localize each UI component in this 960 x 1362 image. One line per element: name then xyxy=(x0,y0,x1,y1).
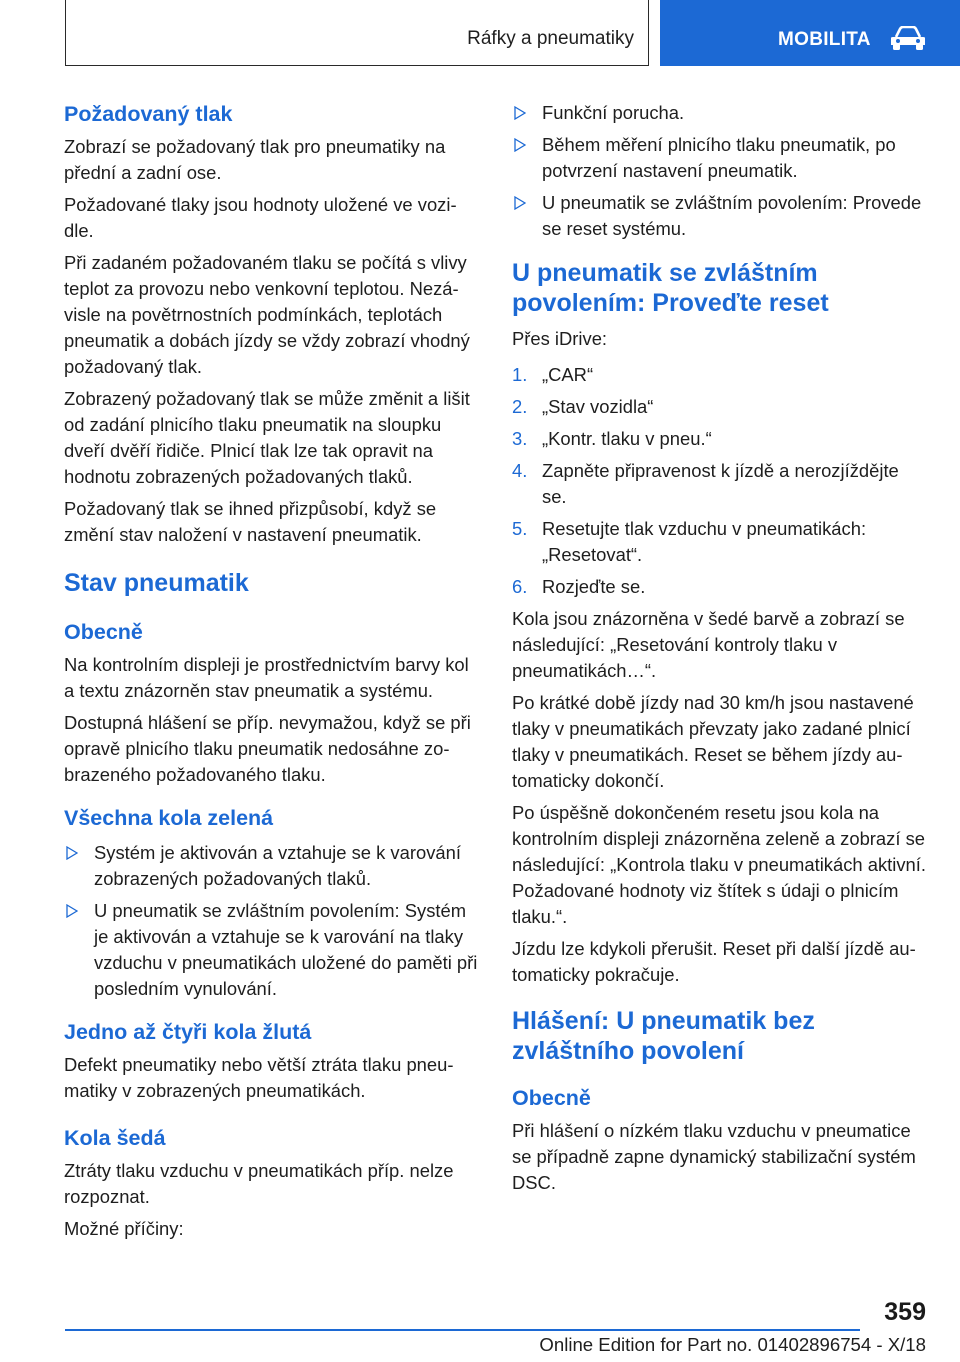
bullet-list-zelena xyxy=(64,840,480,1002)
footer-divider xyxy=(65,1329,860,1331)
list-item: 3. „Kontr. tlaku v pneu.“ xyxy=(512,428,712,449)
page-number: 359 xyxy=(884,1298,926,1326)
paragraph: Při zadaném požadovaném tlaku se počítá s vlivy teplot za provozu nebo venkovní teplotou. Nezávisle na povětrnostních podmínkách, teplotách pneumatik a dobách jízdy se vždy zobrazí vhodný požadovaný tlak. xyxy=(64,252,470,377)
list-item: Systém je aktivován a vztahuje se k varování zobrazených požadovaných tlaků. xyxy=(64,840,480,892)
triangle-bullet-icon xyxy=(66,846,78,860)
heading-kola-seda: Kola šedá xyxy=(64,1126,166,1150)
paragraph: Po úspěšně dokončeném resetu jsou kola na kontrolním displeji znázorněna zeleně a zobrazí se následující: „Kontrola tlaku v pneumatikách aktivní. Požadované hodnoty viz štítek s údaji o plnicím tlaku.“. xyxy=(512,802,927,927)
paragraph: Zobrazený požadovaný tlak se může změnit a lišit od zadání plnicího tlaku pneumatik na sloupku dveří dvěří řidiče. Plnicí tlak lze tak opravit na hodnotu zobrazených požadovaných tlaků. xyxy=(64,388,470,487)
heading-reset: U pneumatik se zvláštním povolením: Proveďte reset xyxy=(512,259,829,317)
list-item: Funkční porucha. xyxy=(512,100,928,126)
paragraph: Dostupná hlášení se příp. nevymažou, když se při opravě plnicího tlaku pneumatik nedosáhne zobrazeného požadovaného tlaku. xyxy=(64,712,471,785)
list-item: 4. Zapněte připravenost k jízdě a nerozjíždějte se. xyxy=(512,460,899,507)
heading-obecne: Obecně xyxy=(64,620,143,644)
heading-obecne: Obecně xyxy=(512,1086,591,1110)
list-item: 6. Rozjeďte se. xyxy=(512,576,646,597)
heading-zluta: Jedno až čtyři kola žlutá xyxy=(64,1020,312,1044)
list-item: 1. „CAR“ xyxy=(512,364,594,385)
paragraph: Kola jsou znázorněna v šedé barvě a zobrazí se následující: „Resetování kontroly tlaku v pneumatikách…“. xyxy=(512,608,905,681)
list-item: U pneumatik se zvláštním povolením: Provede se reset systému. xyxy=(512,190,928,242)
bullet-list-causes xyxy=(512,100,928,242)
list-item: 2. „Stav vozidla“ xyxy=(512,396,654,417)
heading-hlaseni: Hlášení: U pneumatik bez zvláštního povolení xyxy=(512,1007,815,1065)
footer-edition: Online Edition for Part no. 01402896754 - X/18 xyxy=(539,1334,926,1355)
list-item: Během měření plnicího tlaku pneumatik, po potvrzení nastavení pneumatik. xyxy=(512,132,928,184)
heading-vsechna-kola-zelena: Všechna kola zelená xyxy=(64,806,274,830)
list-item: U pneumatik se zvláštním povolením: Systém je aktivován a vztahuje se k varování na tlaky vzduchu v pneumatikách uložené do paměti při posledním vynulování. xyxy=(64,898,480,1002)
paragraph: Po krátké době jízdy nad 30 km/h jsou nastavené tlaky v pneumatikách převzaty jako zadané plnicí tlaky v pneumatikách. Reset se během jízdy automaticky dokončí. xyxy=(512,692,914,791)
numbered-steps xyxy=(512,362,928,600)
header-section-box xyxy=(65,0,649,66)
heading-stav-pneumatik: Stav pneumatik xyxy=(64,569,249,597)
paragraph: Při hlášení o nízkém tlaku vzduchu v pneumatice se případně zapne dynamický stabilizační systém DSC. xyxy=(512,1120,916,1193)
triangle-bullet-icon xyxy=(514,196,526,210)
triangle-bullet-icon xyxy=(514,138,526,152)
right-column xyxy=(512,100,928,1202)
triangle-bullet-icon xyxy=(514,106,526,120)
paragraph: Jízdu lze kdykoli přerušit. Reset při další jízdě automaticky pokračuje. xyxy=(512,938,916,985)
paragraph: Požadovaný tlak se ihned přizpůsobí, když se změní stav naložení v nastavení pneumatik. xyxy=(64,498,437,545)
paragraph: Ztráty tlaku vzduchu v pneumatikách příp. nelze rozpoznat. xyxy=(64,1160,454,1207)
car-icon xyxy=(888,26,928,52)
paragraph: Požadované tlaky jsou hodnoty uložené ve vozidle. xyxy=(64,194,457,241)
paragraph: Přes iDrive: xyxy=(512,328,608,349)
mobilita-tab[interactable] xyxy=(660,0,960,66)
left-column xyxy=(64,100,480,1248)
paragraph: Zobrazí se požadovaný tlak pro pneumatiky na přední a zadní ose. xyxy=(64,136,446,183)
section-title: Ráfky a pneumatiky xyxy=(467,28,634,49)
paragraph: Defekt pneumatiky nebo větší ztráta tlaku pneumatiky v zobrazených pneumatikách. xyxy=(64,1054,454,1101)
heading-pozadovany-tlak: Požadovaný tlak xyxy=(64,102,233,126)
paragraph: Možné příčiny: xyxy=(64,1218,184,1239)
paragraph: Na kontrolním displeji je prostřednictvím barvy kol a textu znázorněn stav pneumatik a systému. xyxy=(64,654,469,701)
mobilita-tab-label: MOBILITA xyxy=(778,29,871,50)
list-item: 5. Resetujte tlak vzduchu v pneumatikách: „Resetovat“. xyxy=(512,518,867,565)
triangle-bullet-icon xyxy=(66,904,78,918)
